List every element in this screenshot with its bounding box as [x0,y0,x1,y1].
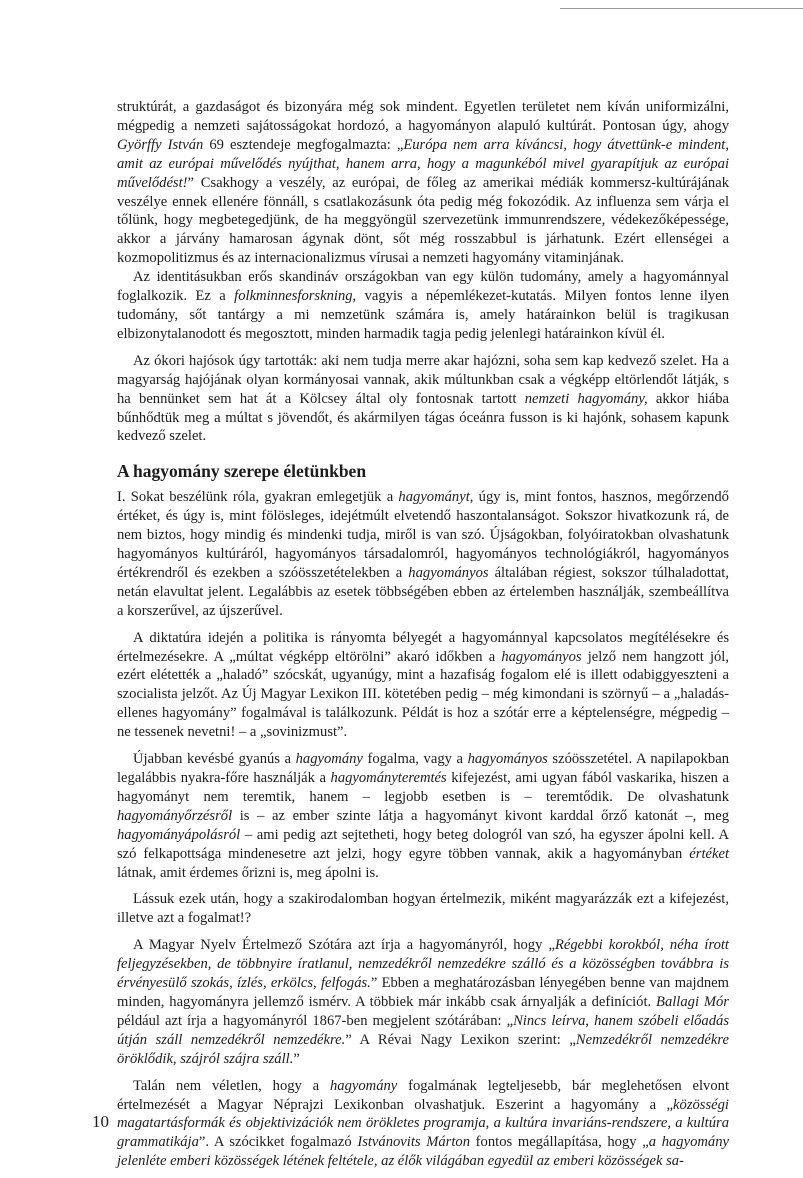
text-run: 69 esztendeje megfogalmazta: „ [203,136,404,153]
text-run: Újabban kevésbé gyanús a [133,751,296,768]
text-run: struktúrát, a gazdaságot és bizonyára még sok mindent. Egyetlen területet nem kíván uniformizálni, mégpedig a nemzeti sajátosságokat hordozó, a hagyományon alapuló kultúrát. Pontosan úgy, ahogy [117,99,729,134]
text-run: ”. A szócikket fogalmazó [198,1134,358,1151]
text-run: ” Ebben a meghatározásban lényegében benne van majdnem minden, hagyományra jellemző ismérv. A többiek már inkább csak árnyalják a definíciót. [117,975,729,1010]
paragraph [117,936,729,1068]
italic-run: Nincs leírva, hanem szóbeli előadás útján száll nemzedékről nemzedékre. [117,1012,729,1048]
paragraph [117,98,729,268]
text-run: fogalmának legteljesebb, bár meglehetősen elvont értelmezését a Magyar Néprajzi Lexikonban olvashatjuk. Eszerint a hagyomány a „ [117,1077,729,1113]
text-run: Talán nem véletlen, hogy a [133,1077,330,1094]
italic-run: értéket [689,845,729,862]
text-run: A Magyar Nyelv Értelmező Szótára azt írja a hagyományról, hogy „ [133,937,555,954]
top-edge-rule [560,8,803,9]
italic-run: Istvánovits Márton [357,1134,471,1151]
text-run: ” [293,1050,300,1067]
italic-run: Régebbi korokból, néha írott feljegyzésekben, de többnyire íratlanul, nemzedékről nemzedékre szálló és a közösségben továbbra is érvényesülő szokás, ízlés, erkölcs, felfogás. [117,937,729,992]
text-run: Az ókori hajósok úgy tartották: aki nem tudja merre akar hajózni, soha sem kap kedvező szelet. Ha a magyarság hajójának olyan kormányosai vannak, akik múltunkban csak a végképp eltörlendőt látják, s ha bennünket sem hat át a Kölcsey által oly fontosnak tartott [117,352,729,407]
text-run: szóösszetétel. A napilapokban legalábbis nyakra-főre használják a [117,751,729,786]
text-run: például azt írja a hagyományról 1867-ben megjelent szótárában: „ [117,1012,514,1029]
text-run: ” Csakhogy a veszély, az európai, de főleg az amerikai médiák kommersz-kultúrájának veszélye ennek ellenére fönnáll, s csatlakozásunk óta pedig még fokozódik. Az influenza sem várja el tőlünk, hogy megbetegedjünk, de ha meggyöngül szervezetünk immunrendszere, védekezőképessége, akkor a járvány hamarosan ágynak dönt, sőt még rosszabbul is járhatunk. Ezért ellenségei a kozmopolitizmus és az internacionalizmus vírusai a nemzeti hagyomány vitaminjának. [117,174,729,267]
text-run: I. Sokat beszélünk róla, gyakran emlegetjük a [117,489,399,506]
text-run: vagyis a népemlékezet-kutatás. Milyen fontos lenne ilyen tudomány, sőt tantárgy a mi nemzetünk számára is, amely határainkon belül is tragikusan elbizonytalanodott és megosztott, minden harmadik tagja pedig jelenlegi határainkon kívül él. [117,288,729,342]
text-run: is – az ember szinte látja a hagyományt kivont karddal őrző katonát –, meg [232,807,729,824]
text-run: fogalma, vagy a [362,751,468,768]
text-run: úgy is, mint fontos, hasznos, megőrzendő értéket, és úgy is, mint fölösleges, idejétmúlt elvetendő haszontalanságot. Sokszor hivatkozunk rá, de nem biztos, hogy mindig és mindenki tudja, miről is van szó. Újságokban, folyóiratokban olvashatunk hagyományos kultúráról, hagyományos társadalomról, hagyományos technológiákról, hagyományos értékrendről és ezekben a szóösszetételekben a [117,489,729,581]
paragraph [117,890,729,928]
text-run: – ami pedig azt sejtetheti, hogy beteg dologról van szó, ha egyszer ápolni kell. A szó felkapottsága mindenesetre azt jelzi, hogy egyre többen vannak, akik a hagyományban [117,826,729,862]
italic-run: hagyományápolásról [117,826,241,843]
text-run: A diktatúra idején a politika is rányomta bélyegét a hagyománnyal kapcsolatos megítélésekre és értelmezésekre. A „múltat végképp eltörölni” akaró időkben a [117,629,729,665]
text-run: Lássuk ezek után, hogy a szakirodalomban hogyan értelmezik, miként magyarázzák ezt a kifejezést, illetve azt a fogalmat!? [117,891,729,927]
italic-run: nemzeti hagyomány, [524,390,648,407]
italic-run: Györffy István [117,136,204,153]
italic-run: hagyományt, [398,489,474,506]
text-run: akkor hiába bűnhődtük meg a múltat s jövendőt, és akármilyen tágas óceánra fusson is ki hajónk, sohasem kapunk kedvező szelet. [117,390,729,445]
text-run: kifejezést, ami ugyan fából vaskarika, hiszen a hagyományt nem teremtik, hanem – legjobb esetben is – teremtődik. De olvashatunk [117,770,729,805]
italic-run: hagyomány [329,1077,398,1094]
italic-run: hagyomány [295,751,363,768]
text-run: általában régiest, sokszor túlhaladottat, netán elavultat jelent. Legalábbis az esetek többségében ebben az értelemben használják, szembeállítva a korszerűvel, az újszerűvel. [117,564,729,619]
paragraph [117,352,729,447]
text-run: Az identitásukban erős skandináv országokban van egy külön tudomány, amely a hagyománnyal foglalkozik. Ez a [117,269,729,305]
italic-run: hagyományos [408,564,489,581]
section-heading: A hagyomány szerepe életünkben [117,461,367,482]
italic-run: hagyományőrzésről [117,807,233,824]
text-run: ” A Révai Nagy Lexikon szerint: „ [345,1031,576,1048]
paragraph [117,629,729,742]
italic-run: hagyományteremtés [330,770,447,786]
italic-run: Ballagi Mór [656,993,729,1010]
italic-run: Európa nem arra kíváncsi, hogy átvettünk-e mindent, amit az európai művelődés nyújthat, hanem arra, hogy a magunkéból mivel gyarapítjuk az európai művelődést! [117,136,729,191]
paragraph [117,750,729,882]
text-run: jelző nem hangzott jól, ezért elétették a „haladó” szócskát, ugyanúgy, mint a hazafiság fogalom elé is illett odabiggyeszteni a szocialista jelzőt. Az Új Magyar Lexikon III. kötetében pedig – még kimondani is szörnyű – a „haladás-ellenes hagyomány” fogalmával is találkozunk. Példát is hoz a szótár erre a képtelenségre, mégpedig – ne tessenek nevetni! – a „sovinizmust”. [117,648,729,741]
paragraph [117,1077,729,1172]
page-body [117,98,729,1171]
italic-run: folkminnesforskning, [234,288,357,305]
text-run: látnak, amit érdemes őrizni is, meg ápolni is. [117,864,379,881]
italic-run: hagyományos [501,648,582,665]
text-run: fontos megállapítása, hogy „ [470,1134,649,1151]
italic-run: Nemzedékről nemzedékre öröklődik, szájról szájra száll. [117,1031,729,1067]
italic-run: a hagyomány jelenléte emberi közösségek létének feltétele, az élők világában egyedül az emberi közösségek sa- [117,1134,729,1170]
page-number: 10 [92,1112,109,1131]
italic-run: közösségi magatartásformák és objektivizációk nem örökletes programja, a kultúra invariáns-rendszere, a kultúra grammatikája [117,1096,729,1151]
paragraph [117,268,729,344]
paragraph [117,488,729,620]
italic-run: hagyományos [467,751,548,768]
